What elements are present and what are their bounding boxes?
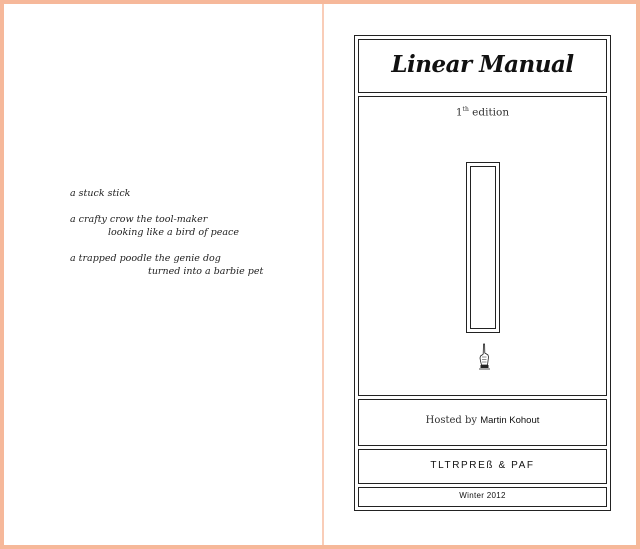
title-panel bbox=[358, 39, 607, 93]
poem-stanza-1 bbox=[70, 187, 263, 200]
edition-suffix: th bbox=[462, 106, 469, 113]
book-title: Linear Manual bbox=[391, 51, 574, 78]
main-panel bbox=[358, 96, 607, 396]
pointing-hand-icon bbox=[477, 343, 491, 373]
publisher-name: TLTRPREß & PAF bbox=[430, 460, 535, 471]
season-panel bbox=[358, 487, 607, 507]
publisher-panel bbox=[358, 449, 607, 484]
host-name: Martin Kohout bbox=[480, 415, 540, 426]
edition-label bbox=[359, 106, 606, 119]
poem-line: a stuck stick bbox=[70, 188, 131, 199]
hosted-by-label: Hosted by bbox=[425, 415, 481, 426]
poem-stanza-2 bbox=[70, 213, 263, 239]
slot-frame bbox=[466, 162, 500, 333]
edition-word: edition bbox=[468, 106, 510, 119]
book-spine bbox=[322, 4, 324, 545]
poem-line: looking like a bird of peace bbox=[108, 227, 239, 238]
host-line bbox=[359, 415, 606, 426]
season-label: Winter 2012 bbox=[459, 491, 506, 500]
cover bbox=[354, 35, 611, 511]
poem-stanza-3 bbox=[70, 252, 263, 278]
poem-line: a crafty crow the tool-maker bbox=[70, 214, 208, 225]
poem-line: a trapped poodle the genie dog bbox=[70, 253, 221, 264]
slot-inner-frame bbox=[470, 166, 496, 329]
host-panel bbox=[358, 399, 607, 446]
poem-line: turned into a barbie pet bbox=[148, 266, 264, 277]
edition-number: 1 bbox=[455, 106, 463, 119]
poem bbox=[70, 187, 263, 291]
